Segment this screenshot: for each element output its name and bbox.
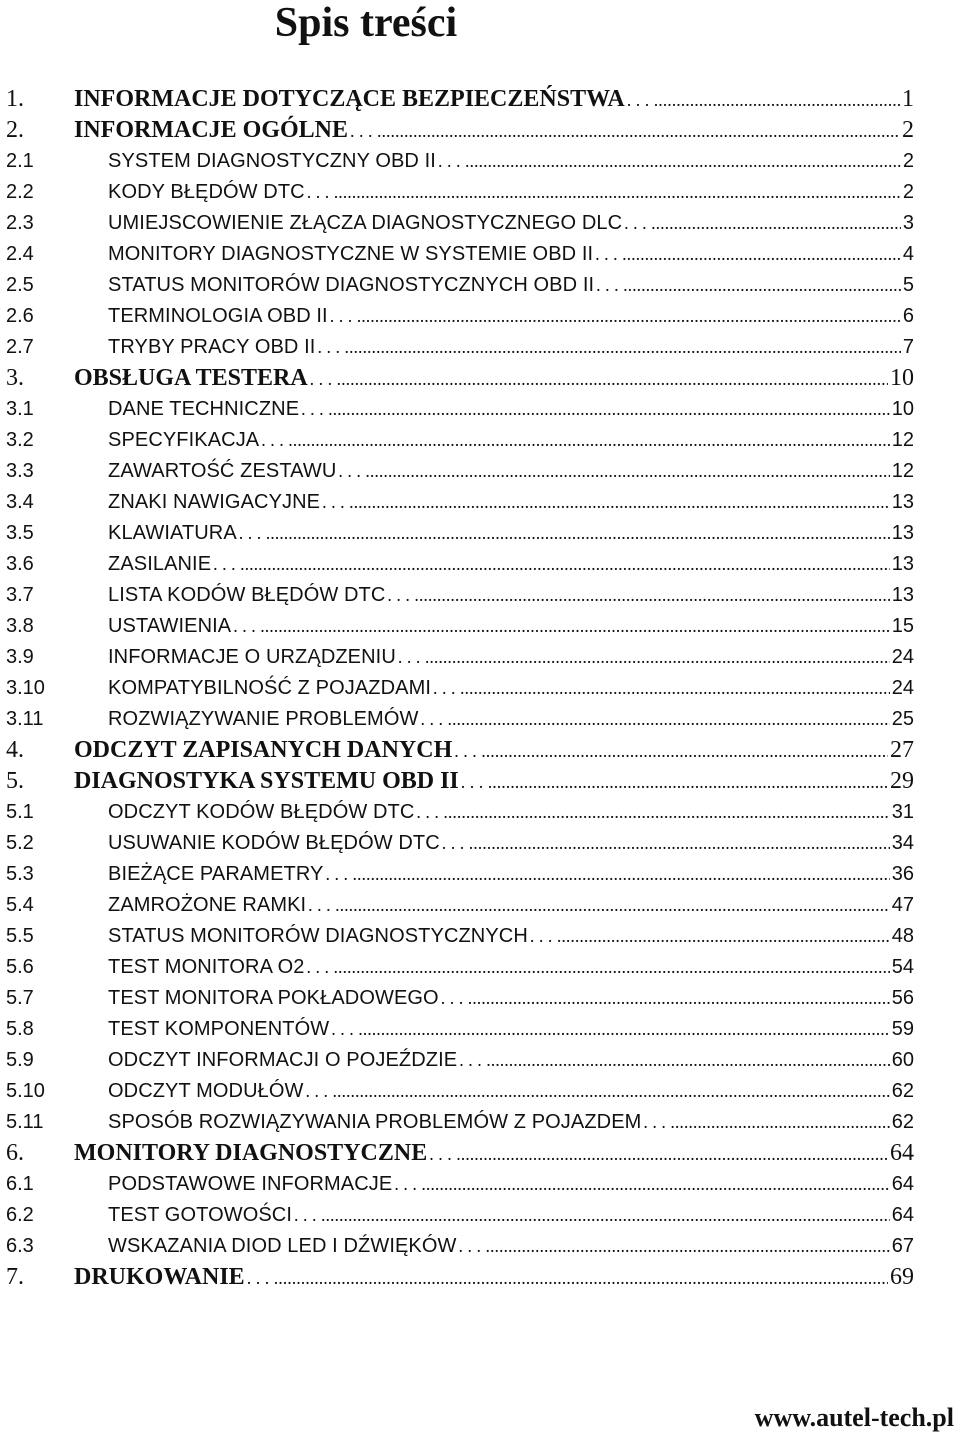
toc-entry-number: 5.3: [6, 863, 34, 885]
toc-entry: [6, 952, 914, 983]
toc-entry-page-number: 13: [891, 522, 914, 544]
page-title: Spis treści: [274, 0, 458, 46]
toc-entry-page-number: 60: [891, 1049, 914, 1071]
toc-entry: [6, 921, 914, 952]
toc-entry-number: 5.4: [6, 894, 34, 916]
toc-entry: [6, 549, 914, 580]
toc-entry-title: KOMPATYBILNOŚĆ Z POJAZDAMI: [108, 677, 432, 699]
toc-entry: [6, 301, 914, 332]
toc-entry: [6, 797, 914, 828]
toc-entry-number: 3.5: [6, 522, 34, 544]
toc-entry: [6, 580, 914, 611]
toc-entry: [6, 177, 914, 208]
toc-entry-title: ODCZYT MODUŁÓW: [108, 1080, 304, 1102]
toc-entry: [6, 332, 914, 363]
toc-entry-page-number: 29: [890, 768, 914, 794]
toc-entry: [6, 642, 914, 673]
toc-dot-leader: [528, 921, 890, 952]
toc-dot-leader: [459, 767, 888, 798]
toc-entry-page-number: 13: [891, 553, 914, 575]
footer-website: www.autel-tech.pl: [754, 1403, 954, 1432]
toc-entry-number: 6.3: [6, 1235, 34, 1257]
toc-entry: [6, 84, 914, 115]
toc-entry-page-number: 10: [891, 398, 914, 420]
toc-entry-title: ZNAKI NAWIGACYJNE: [108, 491, 321, 513]
toc-entry-number: 3.8: [6, 615, 34, 637]
toc-entry-page-number: 56: [891, 987, 914, 1009]
toc-dot-leader: [315, 332, 900, 363]
toc-entry-title: ODCZYT ZAPISANYCH DANYCH: [74, 737, 453, 763]
toc-entry-page-number: 2: [902, 181, 914, 203]
toc-dot-leader: [303, 1076, 889, 1107]
toc-entry-page-number: 2: [902, 117, 914, 143]
toc-entry: [6, 363, 914, 394]
toc-entry-title: SPECYFIKACJA: [108, 429, 260, 451]
toc-dot-leader: [259, 425, 890, 456]
toc-entry-page-number: 12: [891, 429, 914, 451]
toc-entry-number: 5.6: [6, 956, 34, 978]
toc-entry-number: 2.7: [6, 336, 34, 358]
toc-entry: [6, 425, 914, 456]
toc-entry-number: 3.10: [6, 677, 45, 699]
toc-dot-leader: [457, 1045, 890, 1076]
toc-dot-leader: [308, 364, 888, 395]
toc-entry-page-number: 48: [891, 925, 914, 947]
toc-entry: [6, 394, 914, 425]
toc-entry: [6, 1262, 914, 1293]
toc-dot-leader: [452, 736, 888, 767]
toc-entry-title: TEST KOMPONENTÓW: [108, 1018, 330, 1040]
toc-entry-page-number: 34: [891, 832, 914, 854]
toc-entry-page-number: 62: [891, 1080, 914, 1102]
toc-entry: [6, 673, 914, 704]
toc-entry-title: USUWANIE KODÓW BŁĘDÓW DTC: [108, 832, 440, 854]
toc-entry-number: 2.6: [6, 305, 34, 327]
toc-entry-page-number: 2: [902, 150, 914, 172]
toc-entry: [6, 890, 914, 921]
toc-dot-leader: [304, 952, 889, 983]
toc-dot-leader: [299, 394, 890, 425]
toc-entry-page-number: 64: [891, 1173, 914, 1195]
toc-entry-number: 3.2: [6, 429, 34, 451]
toc-dot-leader: [436, 146, 901, 177]
toc-entry-number: 3.11: [6, 708, 44, 730]
toc-entry: [6, 1169, 914, 1200]
toc-entry-page-number: 67: [891, 1235, 914, 1257]
toc-entry-title: DIAGNOSTYKA SYSTEMU OBD II: [74, 768, 459, 794]
toc-entry-page-number: 12: [891, 460, 914, 482]
toc-entry-page-number: 13: [891, 584, 914, 606]
toc-entry-number: 3.4: [6, 491, 34, 513]
toc-entry: [6, 704, 914, 735]
toc-entry-page-number: 4: [902, 243, 914, 265]
toc-dot-leader: [237, 518, 890, 549]
toc-entry: [6, 828, 914, 859]
toc-entry-title: KLAWIATURA: [108, 522, 237, 544]
toc-entry: [6, 208, 914, 239]
toc-entry-number: 5.: [6, 768, 24, 794]
toc-entry-number: 2.5: [6, 274, 34, 296]
toc-entry-title: ZAWARTOŚĆ ZESTAWU: [108, 460, 337, 482]
toc-entry-page-number: 24: [891, 677, 914, 699]
toc-entry-number: 3.6: [6, 553, 34, 575]
toc-entry-number: 5.7: [6, 987, 34, 1009]
toc-entry-number: 3.1: [6, 398, 34, 420]
toc-entry-number: 3.3: [6, 460, 34, 482]
toc-entry-title: TEST MONITORA POKŁADOWEGO: [108, 987, 439, 1009]
toc-dot-leader: [348, 116, 900, 147]
toc-entry-number: 3.: [6, 365, 24, 391]
toc-entry: [6, 518, 914, 549]
toc-entry-number: 2.3: [6, 212, 34, 234]
toc-entry-title: STATUS MONITORÓW DIAGNOSTYCZNYCH: [108, 925, 528, 947]
toc-entry-number: 5.10: [6, 1080, 45, 1102]
toc-entry: [6, 270, 914, 301]
toc-entry: [6, 1107, 914, 1138]
toc-entry-number: 6.1: [6, 1173, 34, 1195]
toc-entry: [6, 239, 914, 270]
toc-entry-page-number: 64: [890, 1140, 914, 1166]
toc-dot-leader: [385, 580, 889, 611]
toc-entry-page-number: 59: [891, 1018, 914, 1040]
toc-entry-number: 1.: [6, 86, 24, 112]
toc-entry-page-number: 15: [891, 615, 914, 637]
toc-entry: [6, 1045, 914, 1076]
toc-entry-title: TRYBY PRACY OBD II: [108, 336, 316, 358]
toc-entry: [6, 766, 914, 797]
toc-entry-page-number: 25: [891, 708, 914, 730]
toc-entry-number: 5.8: [6, 1018, 34, 1040]
toc-entry-title: WSKAZANIA DIOD LED I DŹWIĘKÓW: [108, 1235, 457, 1257]
toc-entry-page-number: 62: [891, 1111, 914, 1133]
toc-dot-leader: [211, 549, 890, 580]
toc-entry-number: 7.: [6, 1264, 24, 1290]
toc-entry-page-number: 13: [891, 491, 914, 513]
toc-entry-page-number: 24: [891, 646, 914, 668]
toc-entry-number: 2.4: [6, 243, 34, 265]
toc-dot-leader: [292, 1200, 890, 1231]
toc-dot-leader: [306, 890, 890, 921]
toc-dot-leader: [329, 1014, 890, 1045]
toc-entry-number: 2.2: [6, 181, 34, 203]
toc-entry-page-number: 10: [890, 365, 914, 391]
table-of-contents: [6, 84, 914, 1293]
toc-entry-number: 6.2: [6, 1204, 34, 1226]
toc-entry-title: TEST GOTOWOŚCI: [108, 1204, 293, 1226]
toc-entry-page-number: 27: [890, 737, 914, 763]
toc-dot-leader: [622, 208, 901, 239]
toc-entry-page-number: 3: [902, 212, 914, 234]
toc-entry: [6, 1076, 914, 1107]
toc-dot-leader: [440, 828, 890, 859]
toc-dot-leader: [625, 85, 900, 116]
toc-entry-number: 5.5: [6, 925, 34, 947]
toc-entry: [6, 1231, 914, 1262]
toc-entry-number: 5.11: [6, 1111, 44, 1133]
toc-entry: [6, 983, 914, 1014]
toc-entry-title: DANE TECHNICZNE: [108, 398, 300, 420]
toc-entry-number: 3.7: [6, 584, 34, 606]
toc-dot-leader: [439, 983, 890, 1014]
toc-entry-title: OBSŁUGA TESTERA: [74, 365, 308, 391]
toc-entry-title: INFORMACJE O URZĄDZENIU: [108, 646, 396, 668]
toc-entry: [6, 456, 914, 487]
toc-entry: [6, 146, 914, 177]
toc-entry-page-number: 36: [891, 863, 914, 885]
toc-dot-leader: [328, 301, 901, 332]
toc-dot-leader: [396, 642, 890, 673]
toc-dot-leader: [245, 1263, 888, 1294]
toc-dot-leader: [427, 1139, 888, 1170]
toc-entry-title: UMIEJSCOWIENIE ZŁĄCZA DIAGNOSTYCZNEGO DLC: [108, 212, 623, 234]
toc-entry-title: TEST MONITORA O2: [108, 956, 305, 978]
toc-entry-title: STATUS MONITORÓW DIAGNOSTYCZNYCH OBD II: [108, 274, 595, 296]
toc-dot-leader: [320, 487, 890, 518]
toc-dot-leader: [305, 177, 901, 208]
toc-dot-leader: [457, 1231, 890, 1262]
toc-entry-title: MONITORY DIAGNOSTYCZNE W SYSTEMIE OBD II: [108, 243, 594, 265]
toc-dot-leader: [392, 1169, 889, 1200]
toc-entry-title: INFORMACJE OGÓLNE: [74, 117, 349, 143]
toc-entry-title: KODY BŁĘDÓW DTC: [108, 181, 305, 203]
toc-entry-title: ROZWIĄZYWANIE PROBLEMÓW: [108, 708, 419, 730]
toc-entry-title: SYSTEM DIAGNOSTYCZNY OBD II: [108, 150, 436, 172]
toc-entry-number: 3.9: [6, 646, 34, 668]
toc-dot-leader: [431, 673, 890, 704]
toc-entry-title: BIEŻĄCE PARAMETRY: [108, 863, 324, 885]
toc-entry-number: 2.1: [6, 150, 34, 172]
toc-entry-number: 6.: [6, 1140, 24, 1166]
toc-dot-leader: [336, 456, 889, 487]
toc-entry-title: DRUKOWANIE: [74, 1264, 245, 1290]
toc-entry-title: MONITORY DIAGNOSTYCZNE: [74, 1140, 428, 1166]
toc-entry-title: ODCZYT KODÓW BŁĘDÓW DTC: [108, 801, 415, 823]
toc-entry: [6, 611, 914, 642]
toc-entry-page-number: 47: [891, 894, 914, 916]
toc-entry-page-number: 6: [902, 305, 914, 327]
toc-entry: [6, 1200, 914, 1231]
toc-entry-number: 4.: [6, 737, 24, 763]
toc-entry: [6, 487, 914, 518]
toc-dot-leader: [594, 270, 901, 301]
toc-entry-title: TERMINOLOGIA OBD II: [108, 305, 328, 327]
toc-entry-title: INFORMACJE DOTYCZĄCE BEZPIECZEŃSTWA: [74, 86, 625, 112]
toc-entry-title: ODCZYT INFORMACJI O POJEŹDZIE: [108, 1049, 458, 1071]
toc-entry-title: PODSTAWOWE INFORMACJE: [108, 1173, 393, 1195]
toc-dot-leader: [231, 611, 890, 642]
toc-dot-leader: [593, 239, 901, 270]
toc-entry: [6, 859, 914, 890]
toc-dot-leader: [414, 797, 889, 828]
toc-entry-title: SPOSÓB ROZWIĄZYWANIA PROBLEMÓW Z POJAZDEM: [108, 1111, 642, 1133]
toc-dot-leader: [641, 1107, 889, 1138]
toc-entry-page-number: 64: [891, 1204, 914, 1226]
toc-entry: [6, 735, 914, 766]
toc-dot-leader: [323, 859, 889, 890]
toc-entry-number: 2.: [6, 117, 24, 143]
toc-entry-page-number: 69: [890, 1264, 914, 1290]
toc-entry-page-number: 31: [891, 801, 914, 823]
toc-entry: [6, 1138, 914, 1169]
toc-entry-page-number: 54: [891, 956, 914, 978]
toc-dot-leader: [418, 704, 889, 735]
toc-entry-title: LISTA KODÓW BŁĘDÓW DTC: [108, 584, 386, 606]
toc-entry-title: ZAMROŻONE RAMKI: [108, 894, 307, 916]
toc-entry-title: USTAWIENIA: [108, 615, 232, 637]
toc-entry-title: ZASILANIE: [108, 553, 212, 575]
toc-entry-number: 5.1: [6, 801, 34, 823]
toc-entry-page-number: 7: [902, 336, 914, 358]
toc-entry-page-number: 5: [902, 274, 914, 296]
toc-entry-page-number: 1: [902, 86, 914, 112]
toc-entry: [6, 1014, 914, 1045]
toc-entry: [6, 115, 914, 146]
toc-entry-number: 5.9: [6, 1049, 34, 1071]
toc-entry-number: 5.2: [6, 832, 34, 854]
